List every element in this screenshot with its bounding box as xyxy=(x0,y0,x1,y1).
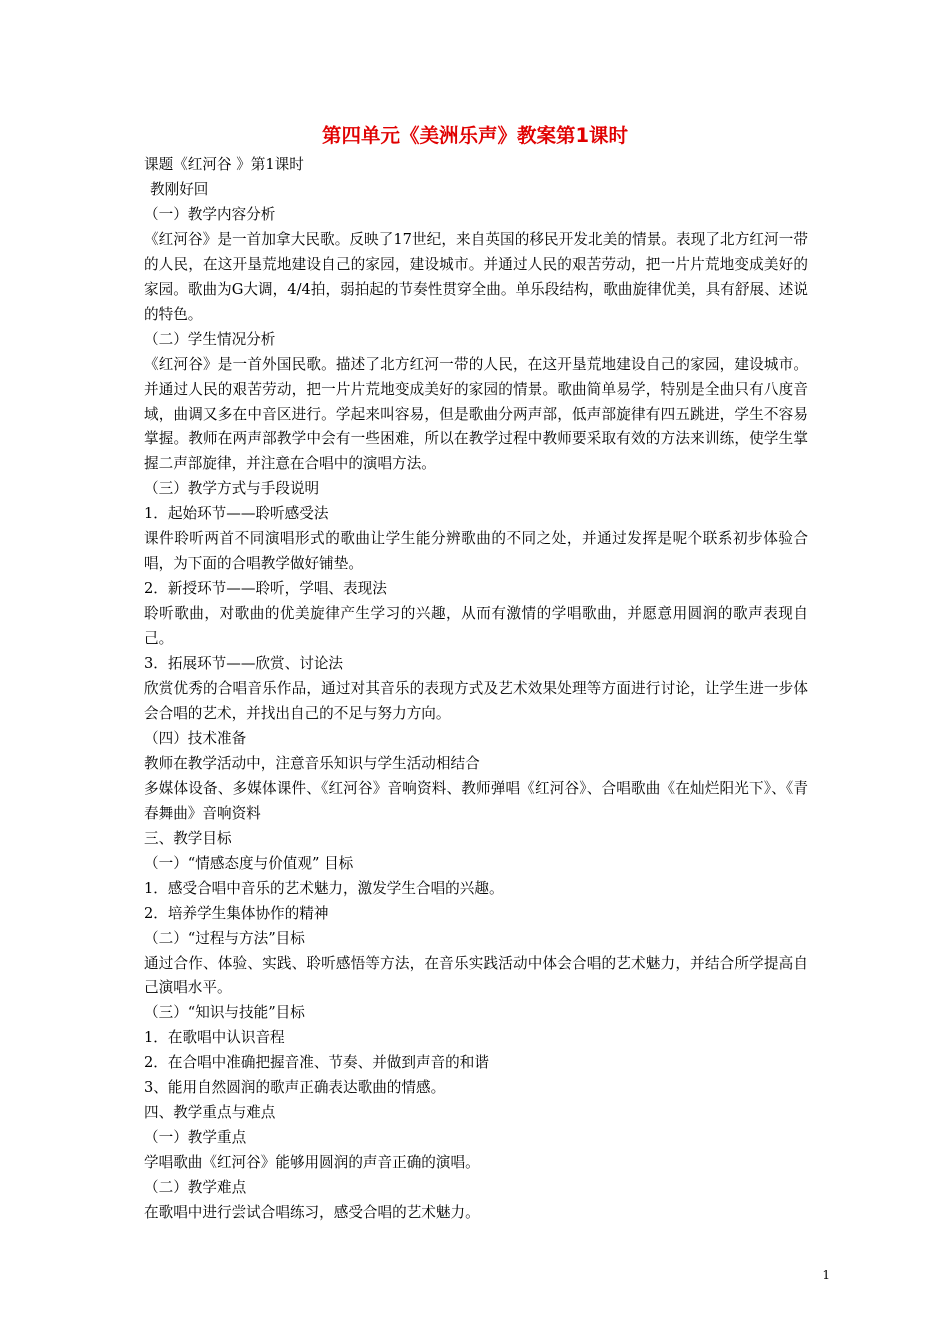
document-paragraph: 《红河谷》是一首外国民歌。描述了北方红河一带的人民，在这开垦荒地建设自己的家园，建设城市。并通过人民的艰苦劳动，把一片片荒地变成美好的家园的情景。歌曲简单易学，特别是全曲只有八度音域，曲调又多在中音区进行。学起来叫容易，但是歌曲分两声部，低声部旋律有四五跳进，学生不容易掌握。教师在两声部教学中会有一些困难，所以在教学过程中教师要采取有效的方法来训练，使学生掌握二声部旋律，并注意在合唱中的演唱方法。 xyxy=(144,355,808,473)
document-paragraph: （三）教学方式与手段说明 xyxy=(144,480,320,498)
document-paragraph: 3、能用自然圆润的歌声正确表达歌曲的情感。 xyxy=(144,1079,446,1097)
document-paragraph: 在歌唱中进行尝试合唱练习，感受合唱的艺术魅力。 xyxy=(144,1204,480,1222)
document-paragraph: 2．在合唱中准确把握音准、节奏、并做到声音的和谐 xyxy=(144,1054,489,1072)
page-number: 1 xyxy=(822,1268,830,1282)
document-paragraph: 3．拓展环节——欣赏、讨论法 xyxy=(144,655,344,673)
document-paragraph: （三）“知识与技能”目标 xyxy=(144,1004,305,1022)
document-paragraph: （二）“过程与方法”目标 xyxy=(144,929,305,947)
document-paragraph: 四、教学重点与难点 xyxy=(144,1104,276,1122)
document-paragraph: 1．感受合唱中音乐的艺术魅力，激发学生合唱的兴趣。 xyxy=(144,879,504,897)
document-paragraph: 2．新授环节——聆听，学唱、表现法 xyxy=(144,580,387,598)
document-paragraph: 通过合作、体验、实践、聆听感悟等方法，在音乐实践活动中体会合唱的艺术魅力，并结合所学提高自己演唱水平。 xyxy=(144,954,808,997)
document-paragraph: 《红河谷》是一首加拿大民歌。反映了17世纪，来自英国的移民开发北美的情景。表现了北方红河一带的人民，在这开垦荒地建设自己的家园，建设城市。并通过人民的艰苦劳动，把一片片荒地变成美好的家园。歌曲为G大调，4/4拍，弱拍起的节奏性贯穿全曲。单乐段结构，歌曲旋律优美，具有舒展、述说的特色。 xyxy=(144,230,808,323)
document-paragraph: 学唱歌曲《红河谷》能够用圆润的声音正确的演唱。 xyxy=(144,1154,480,1172)
document-paragraph: 聆听歌曲，对歌曲的优美旋律产生学习的兴趣，从而有激情的学唱歌曲，并愿意用圆润的歌声表现自己。 xyxy=(144,605,808,648)
document-paragraph: （四）技术准备 xyxy=(144,729,247,747)
document-paragraph: 1．起始环节——聆听感受法 xyxy=(144,505,329,523)
document-title: 第四单元《美洲乐声》教案第1课时 xyxy=(321,124,629,147)
document-paragraph: （二）教学难点 xyxy=(144,1179,247,1197)
document-paragraph: （一）“情感态度与价值观” 目标 xyxy=(144,854,354,872)
document-paragraph: 1．在歌唱中认识音程 xyxy=(144,1029,285,1047)
document-paragraph: 课件聆听两首不同演唱形式的歌曲让学生能分辨歌曲的不同之处，并通过发挥是呢个联系初步体验合唱，为下面的合唱教学做好铺垫。 xyxy=(144,530,808,573)
document-paragraph: 2．培养学生集体协作的精神 xyxy=(144,904,329,922)
document-paragraph: 三、教学目标 xyxy=(144,829,232,847)
document-paragraph: 教刚好回 xyxy=(150,180,209,198)
document-paragraph: 课题《红河谷 》第1课时 xyxy=(144,156,304,173)
document-paragraph: （一）教学重点 xyxy=(144,1129,247,1147)
document-paragraph: 教师在教学活动中，注意音乐知识与学生活动相结合 xyxy=(144,754,480,772)
document-paragraph: 多媒体设备、多媒体课件、《红河谷》音响资料、教师弹唱《红河谷》、合唱歌曲《在灿烂阳光下》、《青春舞曲》音响资料 xyxy=(144,779,808,822)
document-body xyxy=(144,153,808,1226)
document-paragraph: （一）教学内容分析 xyxy=(144,205,276,223)
document-paragraph: 欣赏优秀的合唱音乐作品，通过对其音乐的表现方式及艺术效果处理等方面进行讨论，让学生进一步体会合唱的艺术，并找出自己的不足与努力方向。 xyxy=(144,680,808,722)
document-paragraph: （二）学生情况分析 xyxy=(144,330,276,348)
